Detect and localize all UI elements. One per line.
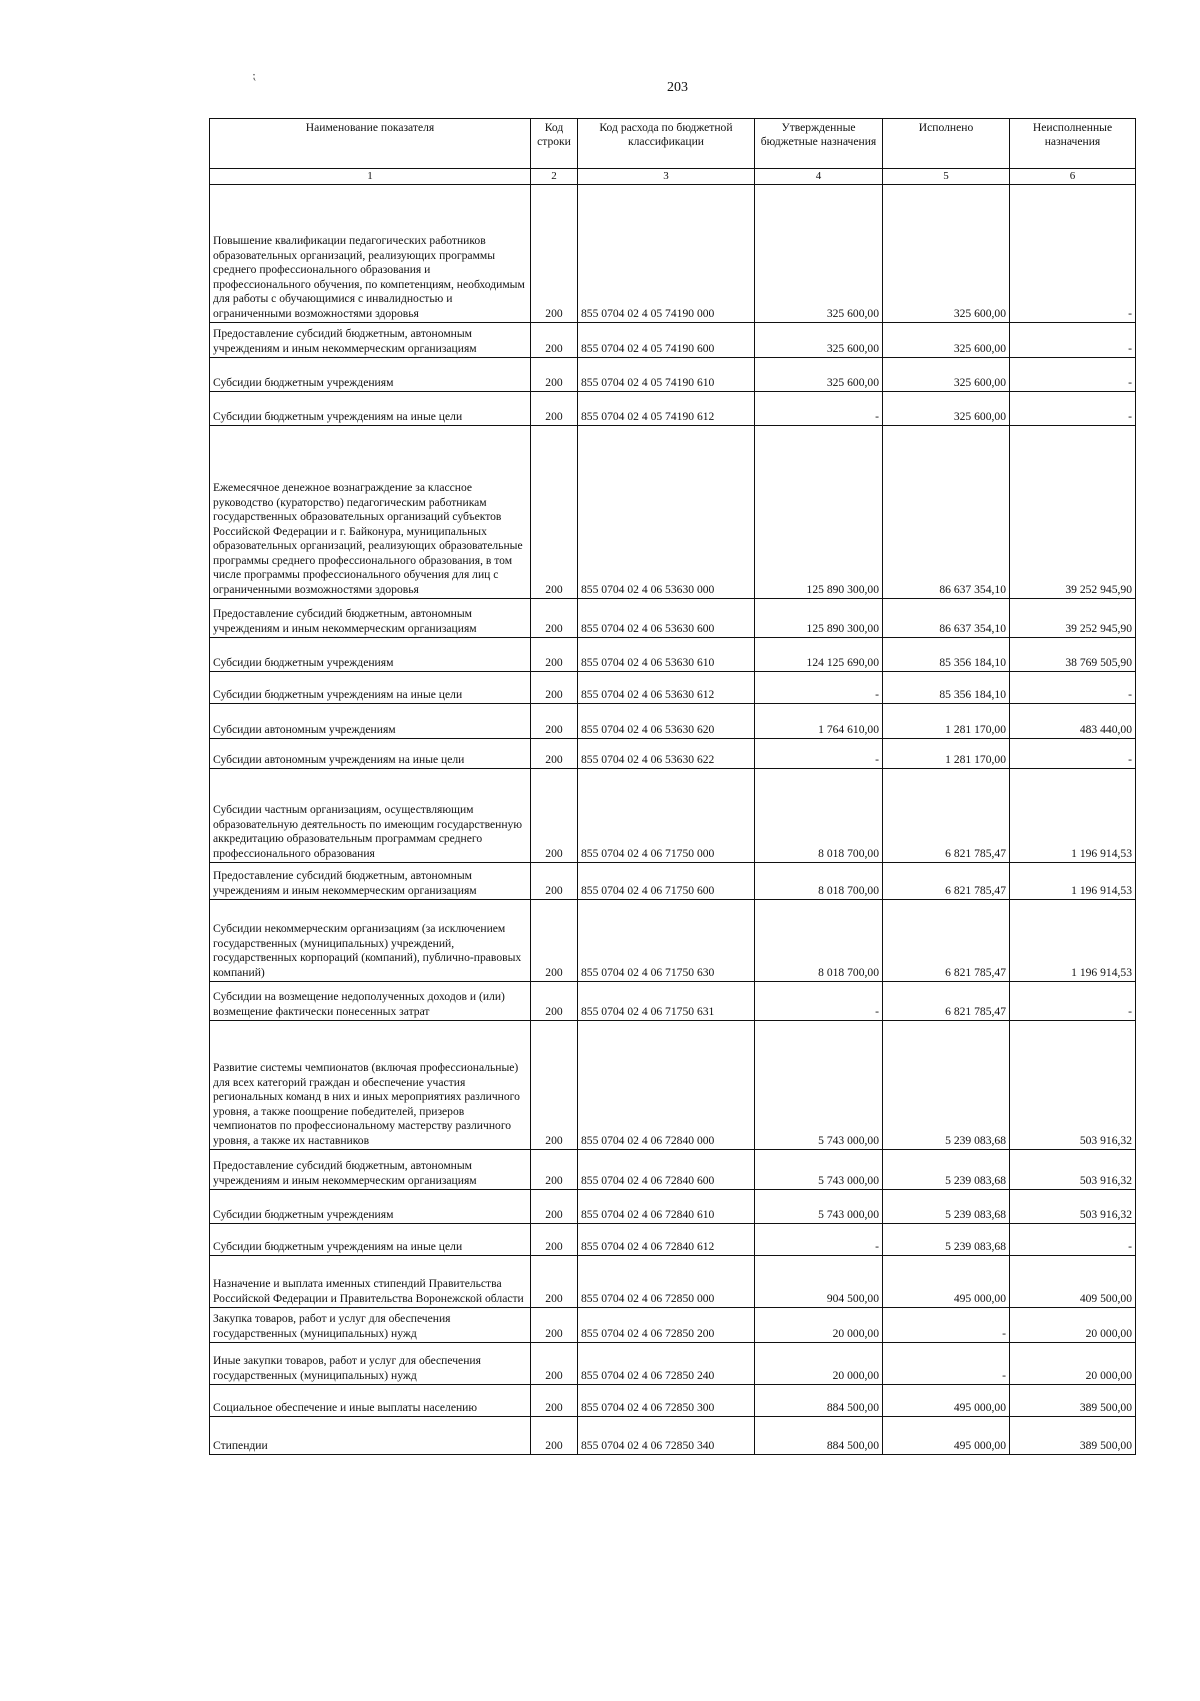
executed-amount-cell: 5 239 083,68 (883, 1021, 1010, 1150)
table-row (210, 638, 1136, 672)
row-code-cell: 200 (531, 1190, 578, 1224)
classification-code-cell: 855 0704 02 4 06 72840 600 (578, 1150, 755, 1190)
row-code-cell: 200 (531, 323, 578, 358)
row-code-cell: 200 (531, 672, 578, 704)
row-code-cell: 200 (531, 704, 578, 739)
classification-code-cell: 855 0704 02 4 06 72850 240 (578, 1343, 755, 1385)
classification-code-cell: 855 0704 02 4 06 71750 631 (578, 982, 755, 1021)
classification-code-cell: 855 0704 02 4 06 72840 000 (578, 1021, 755, 1150)
executed-amount-cell: 325 600,00 (883, 185, 1010, 323)
executed-amount-cell: 85 356 184,10 (883, 672, 1010, 704)
approved-amount-cell: 8 018 700,00 (755, 769, 883, 863)
approved-amount-cell: - (755, 982, 883, 1021)
approved-amount-cell: 8 018 700,00 (755, 900, 883, 982)
table-row (210, 358, 1136, 392)
executed-amount-cell: 6 821 785,47 (883, 900, 1010, 982)
header-code: Код строки (531, 119, 578, 169)
executed-amount-cell: 5 239 083,68 (883, 1190, 1010, 1224)
table-row (210, 1256, 1136, 1308)
row-code-cell: 200 (531, 1256, 578, 1308)
executed-amount-cell: 5 239 083,68 (883, 1224, 1010, 1256)
row-code-cell: 200 (531, 1417, 578, 1455)
table-row (210, 672, 1136, 704)
row-code-cell: 200 (531, 426, 578, 599)
header-approved: Утвержденные бюджетные назначения (755, 119, 883, 169)
indicator-name-cell: Субсидии бюджетным учреждениям (210, 1190, 531, 1224)
header-unexecuted: Неисполненные назначения (1010, 119, 1136, 169)
unexecuted-amount-cell: 39 252 945,90 (1010, 426, 1136, 599)
unexecuted-amount-cell: 20 000,00 (1010, 1343, 1136, 1385)
unexecuted-amount-cell: 389 500,00 (1010, 1417, 1136, 1455)
table-row (210, 863, 1136, 900)
unexecuted-amount-cell: - (1010, 982, 1136, 1021)
table-row (210, 1150, 1136, 1190)
indicator-name-cell: Предоставление субсидий бюджетным, автономным учреждениям и иным некоммерческим организациям (210, 1150, 531, 1190)
classification-code-cell: 855 0704 02 4 05 74190 610 (578, 358, 755, 392)
unexecuted-amount-cell: 389 500,00 (1010, 1385, 1136, 1417)
classification-code-cell: 855 0704 02 4 06 71750 600 (578, 863, 755, 900)
table-row (210, 982, 1136, 1021)
executed-amount-cell: 495 000,00 (883, 1256, 1010, 1308)
table-row (210, 1224, 1136, 1256)
classification-code-cell: 855 0704 02 4 06 72850 340 (578, 1417, 755, 1455)
indicator-name-cell: Ежемесячное денежное вознаграждение за классное руководство (кураторство) педагогическим работникам государственных образовательных организаций субъектов Российской Федерации и г. Байконура, муниципальных образовательных организаций, реализующих образовательные программы среднего профессионального образования, в том числе программы профессионального обучения для лиц с ограниченными возможностями здоровья (210, 426, 531, 599)
executed-amount-cell: 6 821 785,47 (883, 982, 1010, 1021)
approved-amount-cell: 5 743 000,00 (755, 1150, 883, 1190)
unexecuted-amount-cell: - (1010, 392, 1136, 426)
column-number-row (210, 169, 1136, 185)
indicator-name-cell: Субсидии автономным учреждениям (210, 704, 531, 739)
table-row (210, 1385, 1136, 1417)
indicator-name-cell: Предоставление субсидий бюджетным, автономным учреждениям и иным некоммерческим организациям (210, 863, 531, 900)
approved-amount-cell: 125 890 300,00 (755, 426, 883, 599)
column-number: 2 (531, 169, 578, 185)
row-code-cell: 200 (531, 599, 578, 638)
column-number: 1 (210, 169, 531, 185)
unexecuted-amount-cell: 503 916,32 (1010, 1021, 1136, 1150)
classification-code-cell: 855 0704 02 4 06 72850 000 (578, 1256, 755, 1308)
table-row (210, 323, 1136, 358)
row-code-cell: 200 (531, 982, 578, 1021)
unexecuted-amount-cell: - (1010, 358, 1136, 392)
indicator-name-cell: Субсидии бюджетным учреждениям (210, 638, 531, 672)
classification-code-cell: 855 0704 02 4 06 71750 630 (578, 900, 755, 982)
row-code-cell: 200 (531, 1150, 578, 1190)
approved-amount-cell: 884 500,00 (755, 1417, 883, 1455)
table-row (210, 769, 1136, 863)
unexecuted-amount-cell: - (1010, 323, 1136, 358)
indicator-name-cell: Развитие системы чемпионатов (включая профессиональные) для всех категорий граждан и обеспечение участия региональных команд в них и иных мероприятиях различного уровня, а также поощрение победителей, призеров чемпионатов по профессиональному мастерству различного уровня, а также их наставников (210, 1021, 531, 1150)
table-row (210, 426, 1136, 599)
approved-amount-cell: 884 500,00 (755, 1385, 883, 1417)
executed-amount-cell: 86 637 354,10 (883, 599, 1010, 638)
classification-code-cell: 855 0704 02 4 06 72840 612 (578, 1224, 755, 1256)
unexecuted-amount-cell: - (1010, 185, 1136, 323)
approved-amount-cell: 5 743 000,00 (755, 1021, 883, 1150)
executed-amount-cell: 495 000,00 (883, 1385, 1010, 1417)
classification-code-cell: 855 0704 02 4 06 71750 000 (578, 769, 755, 863)
table-row (210, 739, 1136, 769)
row-code-cell: 200 (531, 1224, 578, 1256)
approved-amount-cell: - (755, 672, 883, 704)
unexecuted-amount-cell: 39 252 945,90 (1010, 599, 1136, 638)
row-code-cell: 200 (531, 185, 578, 323)
classification-code-cell: 855 0704 02 4 06 53630 610 (578, 638, 755, 672)
approved-amount-cell: 904 500,00 (755, 1256, 883, 1308)
executed-amount-cell: 5 239 083,68 (883, 1150, 1010, 1190)
approved-amount-cell: 20 000,00 (755, 1308, 883, 1343)
classification-code-cell: 855 0704 02 4 06 53630 600 (578, 599, 755, 638)
executed-amount-cell: 325 600,00 (883, 358, 1010, 392)
unexecuted-amount-cell: 503 916,32 (1010, 1150, 1136, 1190)
approved-amount-cell: 20 000,00 (755, 1343, 883, 1385)
classification-code-cell: 855 0704 02 4 06 72850 200 (578, 1308, 755, 1343)
classification-code-cell: 855 0704 02 4 06 72840 610 (578, 1190, 755, 1224)
approved-amount-cell: 1 764 610,00 (755, 704, 883, 739)
row-code-cell: 200 (531, 769, 578, 863)
unexecuted-amount-cell: 1 196 914,53 (1010, 769, 1136, 863)
table-row (210, 1417, 1136, 1455)
table-row (210, 185, 1136, 323)
executed-amount-cell: 6 821 785,47 (883, 769, 1010, 863)
column-number: 6 (1010, 169, 1136, 185)
indicator-name-cell: Субсидии бюджетным учреждениям на иные цели (210, 392, 531, 426)
executed-amount-cell: 495 000,00 (883, 1417, 1010, 1455)
column-number: 5 (883, 169, 1010, 185)
row-code-cell: 200 (531, 1308, 578, 1343)
unexecuted-amount-cell: 483 440,00 (1010, 704, 1136, 739)
table-row (210, 1021, 1136, 1150)
table-row (210, 900, 1136, 982)
column-number: 4 (755, 169, 883, 185)
executed-amount-cell: - (883, 1308, 1010, 1343)
table-row (210, 1308, 1136, 1343)
classification-code-cell: 855 0704 02 4 06 53630 000 (578, 426, 755, 599)
indicator-name-cell: Субсидии автономным учреждениям на иные цели (210, 739, 531, 769)
table-row (210, 392, 1136, 426)
executed-amount-cell: 1 281 170,00 (883, 704, 1010, 739)
budget-execution-table (209, 118, 1136, 1455)
row-code-cell: 200 (531, 863, 578, 900)
row-code-cell: 200 (531, 358, 578, 392)
header-executed: Исполнено (883, 119, 1010, 169)
indicator-name-cell: Назначение и выплата именных стипендий Правительства Российской Федерации и Правительства Воронежской области (210, 1256, 531, 1308)
unexecuted-amount-cell: 1 196 914,53 (1010, 863, 1136, 900)
indicator-name-cell: Субсидии бюджетным учреждениям на иные цели (210, 672, 531, 704)
unexecuted-amount-cell: 38 769 505,90 (1010, 638, 1136, 672)
approved-amount-cell: - (755, 392, 883, 426)
column-number: 3 (578, 169, 755, 185)
classification-code-cell: 855 0704 02 4 05 74190 000 (578, 185, 755, 323)
row-code-cell: 200 (531, 1021, 578, 1150)
indicator-name-cell: Иные закупки товаров, работ и услуг для обеспечения государственных (муниципальных) нужд (210, 1343, 531, 1385)
approved-amount-cell: 325 600,00 (755, 323, 883, 358)
table-row (210, 599, 1136, 638)
approved-amount-cell: 5 743 000,00 (755, 1190, 883, 1224)
header-name: Наименование показателя (210, 119, 531, 169)
table-row (210, 704, 1136, 739)
table-row (210, 1343, 1136, 1385)
table-body (210, 185, 1136, 1455)
classification-code-cell: 855 0704 02 4 05 74190 600 (578, 323, 755, 358)
indicator-name-cell: Субсидии бюджетным учреждениям (210, 358, 531, 392)
table-header-row (210, 119, 1136, 169)
executed-amount-cell: - (883, 1343, 1010, 1385)
unexecuted-amount-cell: 20 000,00 (1010, 1308, 1136, 1343)
unexecuted-amount-cell: 409 500,00 (1010, 1256, 1136, 1308)
indicator-name-cell: Закупка товаров, работ и услуг для обеспечения государственных (муниципальных) нужд (210, 1308, 531, 1343)
indicator-name-cell: Стипендии (210, 1417, 531, 1455)
row-code-cell: 200 (531, 392, 578, 426)
approved-amount-cell: 124 125 690,00 (755, 638, 883, 672)
executed-amount-cell: 85 356 184,10 (883, 638, 1010, 672)
scan-artifact-mark: ⁏ (252, 68, 257, 82)
table-row (210, 1190, 1136, 1224)
indicator-name-cell: Субсидии частным организациям, осуществляющим образовательную деятельность по имеющим государственную аккредитацию образовательным программам среднего профессионального образования (210, 769, 531, 863)
indicator-name-cell: Субсидии некоммерческим организациям (за исключением государственных (муниципальных) учреждений, государственных корпораций (компаний), публично-правовых компаний) (210, 900, 531, 982)
approved-amount-cell: 325 600,00 (755, 185, 883, 323)
row-code-cell: 200 (531, 1343, 578, 1385)
approved-amount-cell: - (755, 1224, 883, 1256)
classification-code-cell: 855 0704 02 4 06 53630 622 (578, 739, 755, 769)
approved-amount-cell: - (755, 739, 883, 769)
indicator-name-cell: Предоставление субсидий бюджетным, автономным учреждениям и иным некоммерческим организациям (210, 599, 531, 638)
executed-amount-cell: 1 281 170,00 (883, 739, 1010, 769)
executed-amount-cell: 325 600,00 (883, 323, 1010, 358)
classification-code-cell: 855 0704 02 4 05 74190 612 (578, 392, 755, 426)
unexecuted-amount-cell: - (1010, 1224, 1136, 1256)
row-code-cell: 200 (531, 638, 578, 672)
header-classification: Код расхода по бюджетной классификации (578, 119, 755, 169)
executed-amount-cell: 6 821 785,47 (883, 863, 1010, 900)
indicator-name-cell: Предоставление субсидий бюджетным, автономным учреждениям и иным некоммерческим организациям (210, 323, 531, 358)
unexecuted-amount-cell: - (1010, 739, 1136, 769)
executed-amount-cell: 86 637 354,10 (883, 426, 1010, 599)
page-number: 203 (667, 80, 688, 95)
unexecuted-amount-cell: 503 916,32 (1010, 1190, 1136, 1224)
approved-amount-cell: 8 018 700,00 (755, 863, 883, 900)
indicator-name-cell: Социальное обеспечение и иные выплаты населению (210, 1385, 531, 1417)
classification-code-cell: 855 0704 02 4 06 72850 300 (578, 1385, 755, 1417)
approved-amount-cell: 325 600,00 (755, 358, 883, 392)
indicator-name-cell: Субсидии на возмещение недополученных доходов и (или) возмещение фактически понесенных затрат (210, 982, 531, 1021)
approved-amount-cell: 125 890 300,00 (755, 599, 883, 638)
unexecuted-amount-cell: - (1010, 672, 1136, 704)
row-code-cell: 200 (531, 739, 578, 769)
indicator-name-cell: Повышение квалификации педагогических работников образовательных организаций, реализующих программы среднего профессионального образования и профессионального обучения, по компетенциям, необходимым для работы с обучающимися с инвалидностью и ограниченными возможностями здоровья (210, 185, 531, 323)
classification-code-cell: 855 0704 02 4 06 53630 612 (578, 672, 755, 704)
row-code-cell: 200 (531, 900, 578, 982)
indicator-name-cell: Субсидии бюджетным учреждениям на иные цели (210, 1224, 531, 1256)
classification-code-cell: 855 0704 02 4 06 53630 620 (578, 704, 755, 739)
unexecuted-amount-cell: 1 196 914,53 (1010, 900, 1136, 982)
executed-amount-cell: 325 600,00 (883, 392, 1010, 426)
row-code-cell: 200 (531, 1385, 578, 1417)
